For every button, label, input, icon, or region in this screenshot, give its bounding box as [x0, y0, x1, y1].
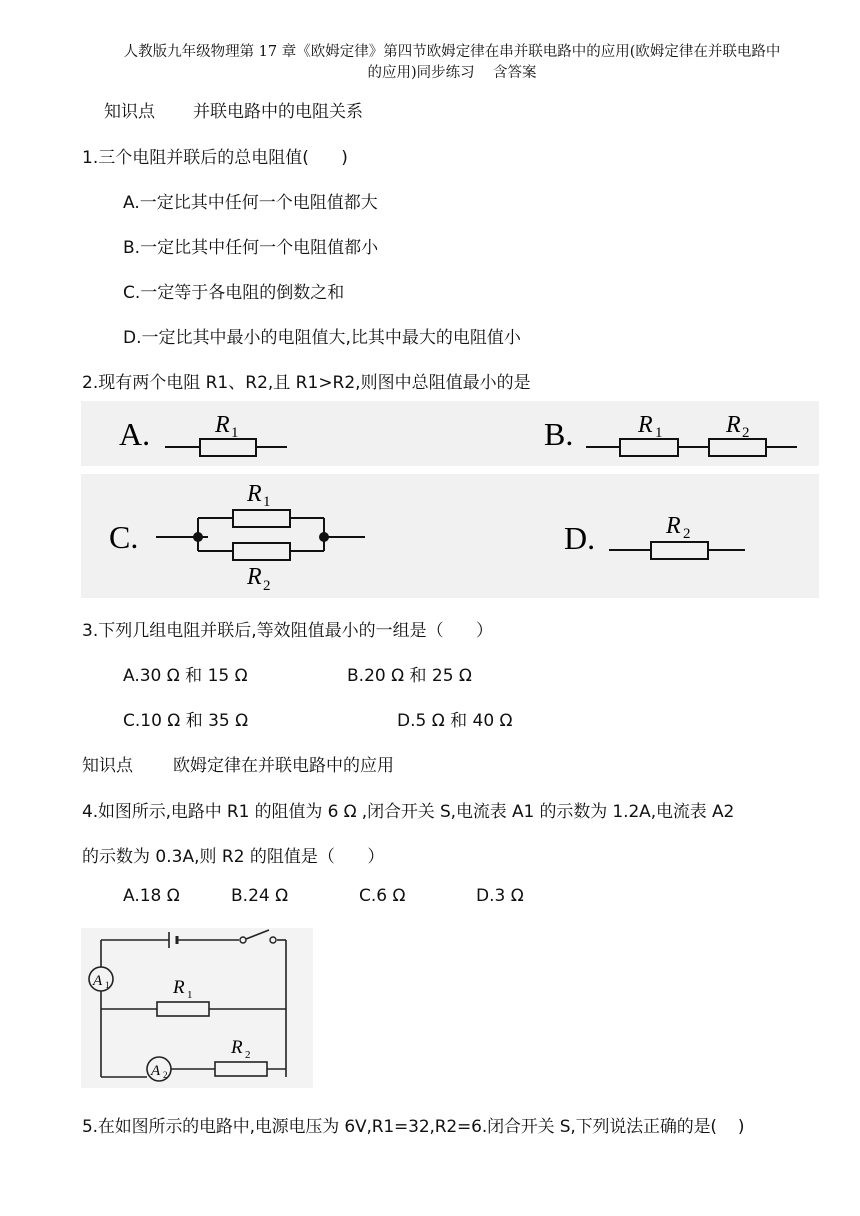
- resistor-r2: [215, 1062, 267, 1076]
- resistor-subscript: 2: [683, 526, 691, 542]
- option-c-circuit: [109, 481, 365, 594]
- question-4-stem-line-2: 的示数为 0.3A,则 R2 的阻值是（ ）: [82, 847, 385, 867]
- resistor-subscript: 1: [655, 425, 663, 441]
- switch-contact: [240, 937, 246, 943]
- resistor-label: R: [247, 564, 262, 590]
- resistor-label: R: [638, 412, 653, 438]
- resistor-r1: [157, 1002, 209, 1016]
- question-5-stem: 5.在如图所示的电路中,电源电压为 6V,R1=32,R2=6.闭合开关 S,下列说法正确的是( ): [82, 1117, 745, 1137]
- resistor-label: R: [231, 1037, 243, 1058]
- resistor-subscript: 1: [263, 494, 271, 510]
- question-3-stem: 3.下列几组电阻并联后,等效阻值最小的一组是（ ）: [82, 621, 494, 641]
- resistor-subscript: 2: [263, 578, 271, 594]
- question-3-option-b: B.20 Ω 和 25 Ω: [347, 666, 472, 686]
- question-2-stem: 2.现有两个电阻 R1、R2,且 R1>R2,则图中总阻值最小的是: [82, 373, 531, 393]
- question-2-figure-top: [81, 401, 819, 466]
- switch-lever: [246, 930, 269, 939]
- section-title-2: 欧姆定律在并联电路中的应用: [173, 756, 394, 776]
- question-4-circuit-figure: [81, 928, 313, 1088]
- section-label-2: 知识点: [82, 756, 133, 776]
- resistor-subscript: 2: [245, 1049, 251, 1061]
- resistor-r2: [233, 543, 290, 560]
- junction-node: [193, 532, 203, 542]
- document-header: [92, 42, 812, 84]
- question-1-option-a: A.一定比其中任何一个电阻值都大: [123, 193, 378, 213]
- resistor-subscript: 2: [742, 425, 750, 441]
- section-label-1: 知识点: [104, 102, 155, 122]
- question-1-stem: 1.三个电阻并联后的总电阻值( ): [82, 148, 348, 168]
- resistor-label: R: [726, 412, 741, 438]
- question-4-option-c: C.6 Ω: [359, 886, 406, 906]
- option-d-circuit: [564, 513, 745, 559]
- resistor-r2: [709, 439, 766, 456]
- option-c-label: C.: [109, 519, 139, 555]
- question-1-option-c: C.一定等于各电阻的倒数之和: [123, 283, 345, 303]
- ammeter-subscript: 2: [163, 1070, 168, 1080]
- ammeter-label: A: [151, 1063, 161, 1079]
- option-a-circuit: [119, 412, 287, 456]
- question-4-option-d: D.3 Ω: [476, 886, 524, 906]
- resistor-label: R: [247, 481, 262, 507]
- question-4-option-b: B.24 Ω: [231, 886, 289, 906]
- section-title-1: 并联电路中的电阻关系: [193, 102, 363, 122]
- question-3-option-d: D.5 Ω 和 40 Ω: [397, 711, 513, 731]
- question-3-option-c: C.10 Ω 和 35 Ω: [123, 711, 249, 731]
- header-line-1: 人教版九年级物理第 17 章《欧姆定律》第四节欧姆定律在串并联电路中的应用(欧姆定律在并联电路中: [123, 44, 781, 60]
- circuit-options-ab: [81, 401, 819, 466]
- option-b-label: B.: [544, 416, 574, 452]
- resistor-label: R: [173, 977, 185, 998]
- ammeter-subscript: 1: [105, 980, 110, 990]
- question-1-option-d: D.一定比其中最小的电阻值大,比其中最大的电阻值小: [123, 328, 521, 348]
- resistor-r1: [233, 510, 290, 527]
- resistor-subscript: 1: [187, 989, 193, 1001]
- resistor-label: R: [666, 513, 681, 539]
- question-3-option-a: A.30 Ω 和 15 Ω: [123, 666, 248, 686]
- ammeter-label: A: [93, 973, 103, 989]
- option-b-circuit: [544, 412, 797, 456]
- switch-contact: [270, 937, 276, 943]
- junction-node: [319, 532, 329, 542]
- question-4-stem-line-1: 4.如图所示,电路中 R1 的阻值为 6 Ω ,闭合开关 S,电流表 A1 的示数为 1.2A,电流表 A2: [82, 802, 735, 822]
- parallel-circuit-diagram: [81, 928, 313, 1088]
- option-d-label: D.: [564, 520, 596, 556]
- option-a-label: A.: [119, 416, 151, 452]
- question-1-option-b: B.一定比其中任何一个电阻值都小: [123, 238, 379, 258]
- resistor-subscript: 1: [231, 425, 239, 441]
- header-line-2: 的应用)同步练习 含答案: [367, 65, 537, 81]
- resistor-r1: [200, 439, 256, 456]
- resistor-r2: [651, 542, 708, 559]
- circuit-options-cd: [81, 474, 819, 598]
- resistor-label: R: [215, 412, 230, 438]
- question-4-option-a: A.18 Ω: [123, 886, 180, 906]
- resistor-r1: [620, 439, 678, 456]
- question-2-figure-bottom: [81, 474, 819, 598]
